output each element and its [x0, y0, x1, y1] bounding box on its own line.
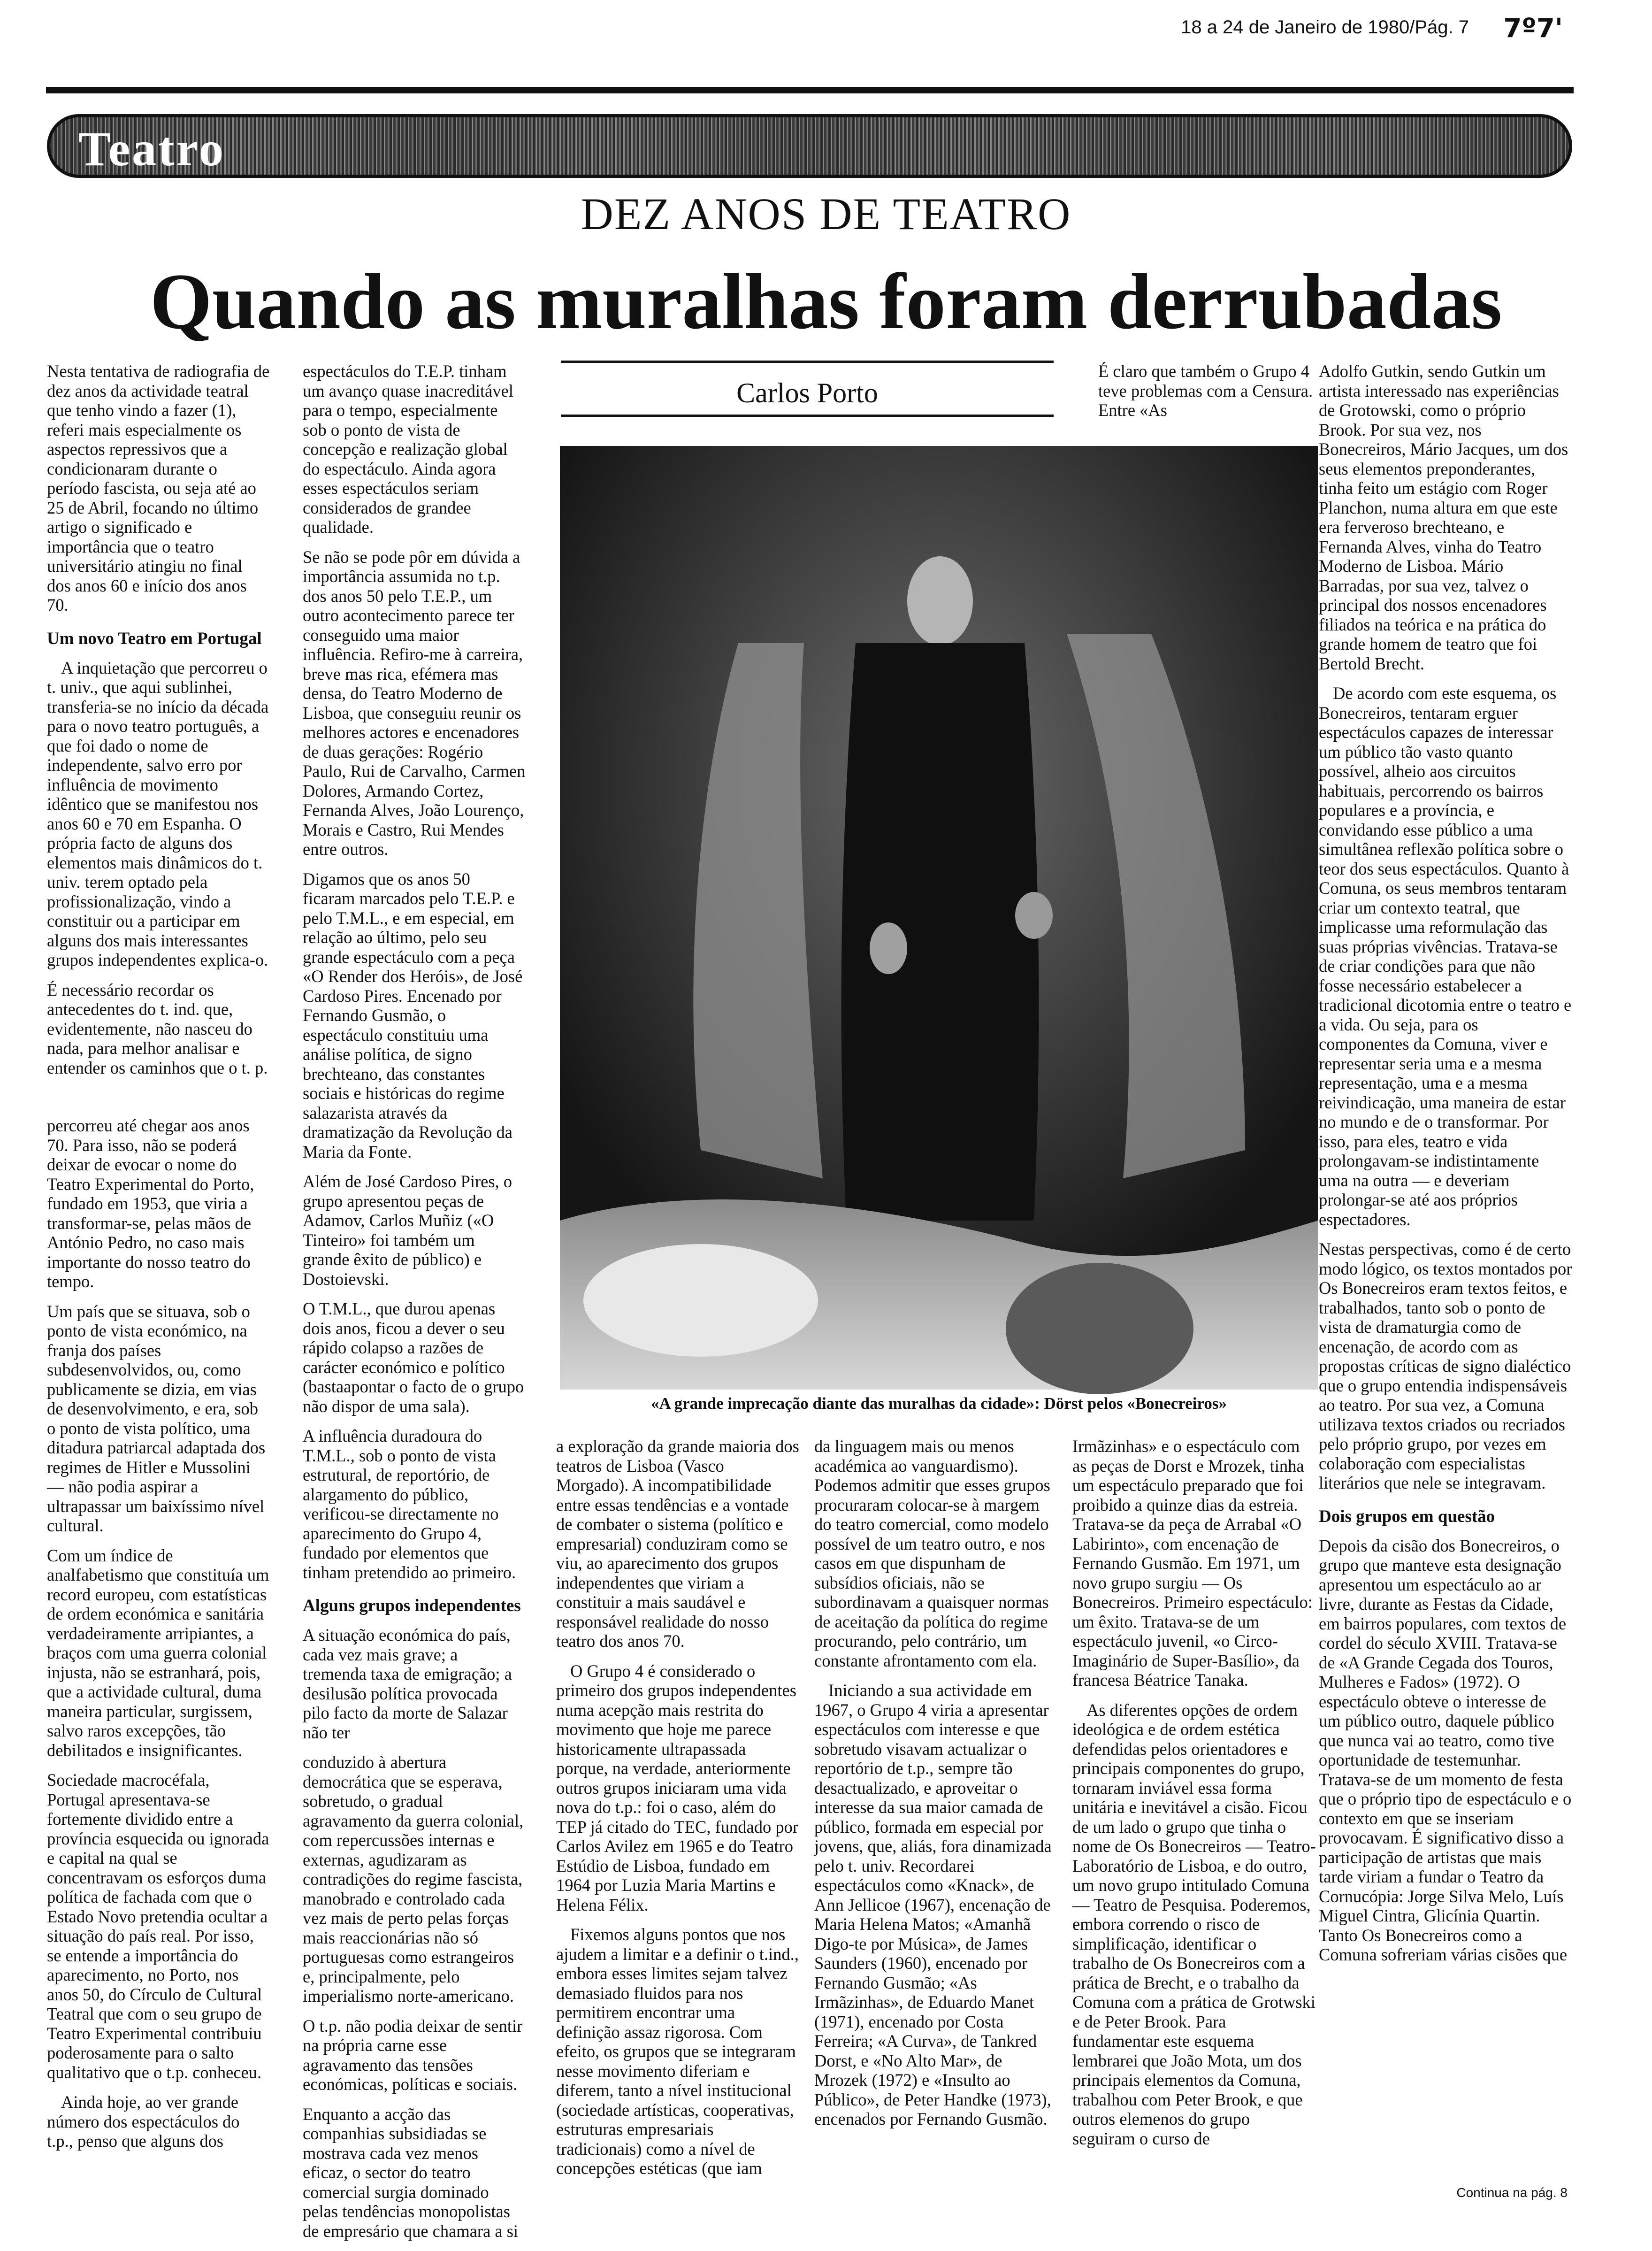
byline-box [561, 361, 1054, 417]
article-column-4 [814, 1437, 1058, 2139]
paragraph: Adolfo Gutkin, sendo Gutkin um artista interessado nas experiências de Grotowski, como o próprio Brook. Por sua vez, nos Bonecreiros, Mário Jacques, um dos seus elementos preponderantes, tinha feito um estágio com Roger Planchon, numa altura em que este era ferveroso brechteano, e Fernanda Alves, vinha do Teatro Moderno de Lisboa. Mário Barradas, por sua vez, talvez o principal dos nossos encenadores filiados na teórica e na prática do grande homem de teatro que foi Bertold Brecht. [1319, 361, 1568, 673]
paragraph: A situação económica do país, cada vez mais grave; a tremenda taxa de emigração; a desilusão política provocada pilo facto da morte de Salazar não ter [303, 1625, 512, 1742]
header-rule [46, 87, 1574, 93]
paragraph: As diferentes opções de ordem ideológica e de ordem estética defendidas pelos orientadores e principais componentes do grupo, tornaram inviável essa forma unitária e inevitável a cisão. Ficou de um lado o grupo que tinha o nome de Os Bonecreiros — Teatro-Laboratório de Lisboa, e do outro, um novo grupo intitulado Comuna — Teatro de Pesquisa. Poderemos, embora correndo o risco de simplificação, identificar o trabalho de Os Bonecreiros com a prática de Brecht, e o trabalho da Comuna com a prática de Grotwski e de Peter Brook. Para fundamentar este esquema lembrarei que João Mota, um dos principais elementos da Comuna, trabalhou com Peter Brook, e que outros elemenos do grupo seguiram o curso de [1072, 1700, 1316, 2148]
subheading: Um novo Teatro em Portugal [47, 629, 262, 648]
paragraph: Enquanto a acção das companhias subsidiadas se mostrava cada vez menos eficaz, o sector do teatro comercial surgia dominado pelas tendências monopolistas de empresário que chamara a si [303, 2104, 519, 2241]
paragraph: Ainda hoje, ao ver grande número dos espectáculos do t.p., penso que alguns dos [47, 2092, 240, 2151]
byline: Carlos Porto [736, 377, 878, 408]
paragraph: a exploração da grande maioria dos teatros de Lisboa (Vasco Morgado). A incompatibilidade entre essas tendências e a vontade de combater o sistema (político e empresarial) conduziram como se viu, ao aparecimento dos grupos independentes que viriam a constituir a mais saudável e responsável realidade do nosso teatro dos anos 70. [556, 1437, 799, 1651]
paragraph: Se não se pode pôr em dúvida a importância assumida no t.p. dos anos 50 pelo T.E.P., um outro acontecimento parece ter conseguido uma maior influência. Refiro-me à carreira, breve mas rica, efémera mas densa, do Teatro Moderno de Lisboa, que conseguiu reunir os melhores actores e encenadores de duas gerações: Rogério Paulo, Rui de Carvalho, Carmen Dolores, Armando Cortez, Fernanda Alves, João Lourenço, Morais e Castro, Rui Mendes entre outros. [303, 547, 526, 859]
section-banner [47, 114, 1572, 178]
paragraph: O Grupo 4 é considerado o primeiro dos grupos independentes numa acepção mais restrita do movimento que hoje me parece historicamente ultrapassada porque, na verdade, anteriormente outros grupos iniciaram uma vida nova do t.p.: foi o caso, além do TEP já citado do TEC, fundado por Carlos Avilez em 1965 e do Teatro Estúdio de Lisboa, fundado em 1964 por Luzia Maria Martins e Helena Félix. [556, 1661, 798, 1914]
subheading: Dois grupos em questão [1319, 1506, 1495, 1526]
paragraph: da linguagem mais ou menos académica ao vanguardismo). Podemos admitir que esses grupos procuraram colocar-se à margem do teatro comercial, como modelo possível de um teatro outro, e nos casos em que dispunham de subsídios oficiais, não se subordinavam a quaisquer normas de aceitação da política do regime procurando, pelo contrário, um constante afrontamento com ela. [814, 1437, 1050, 1670]
paragraph: É claro que também o Grupo 4 teve problemas com a Censura. Entre «As [1098, 361, 1313, 420]
stage-photo [560, 446, 1318, 1390]
paragraph: A influência duradoura do T.M.L., sob o ponto de vista estrutural, de reportório, de alargamento do público, verificou-se directamente no aparecimento do Grupo 4, fundado por elementos que tinham pretendido ao primeiro. [303, 1426, 516, 1582]
continued-note: Continua na pág. 8 [1456, 2185, 1568, 2200]
page-header [66, 13, 1591, 44]
paragraph: percorreu até chegar aos anos 70. Para isso, não se poderá deixar de evocar o nome do Teatro Experimental do Porto, fundado em 1953, que viria a transformar-se, pelas mãos de António Pedro, no caso mais importante do nosso teatro do tempo. [47, 1116, 254, 1291]
issue-date-page: 18 a 24 de Janeiro de 1980/Pág. 7 [1181, 17, 1469, 38]
section-label: Teatro [78, 122, 225, 176]
paragraph: O t.p. não podia deixar de sentir na própria carne esse agravamento das tensões económicas, políticas e sociais. [303, 2016, 523, 2094]
newspaper-logo: 7º7' [1503, 13, 1563, 44]
paragraph: A inquietação que percorreu o t. univ., que aqui sublinhei, transferia-se no início da década para o novo teatro português, a que foi dado o nome de independente, salvo erro por influência de movimento idêntico que se manifestou nos anos 60 e 70 em Espanha. O própria facto de alguns dos elementos mais dinâmicos do t. univ. terem optado pela profissionalização, vindo a constituir ou a participar em alguns dos mais interessantes grupos independentes explica-o. [47, 658, 269, 969]
paragraph: espectáculos do T.E.P. tinham um avanço quase inacreditável para o tempo, especialmente sob o ponto de vista de concepção e realização global do espectáculo. Ainda agora esses espectáculos seriam considerados de grandee qualidade. [303, 361, 513, 537]
paragraph: Irmãzinhas» e o espectáculo com as peças de Dorst e Mrozek, tinha um espectáculo preparado que foi proibido a quinze dias da estreia. Tratava-se da peça de Arrabal «O Labirinto», com encenação de Fernando Gusmão. Em 1971, um novo grupo surgiu — Os Bonecreiros. Primeiro espectáculo: um êxito. Tratava-se de um espectáculo juvenil, «o Circo-Imaginário de Super-Basílio», da francesa Béatrice Tanaka. [1072, 1437, 1313, 1690]
article-column-1 [47, 361, 270, 2161]
paragraph: Com um índice de analfabetismo que constituía um record europeu, com estatísticas de ordem económica e sanitária verdadeiramente arripiantes, a braços com uma guerra colonial injusta, não se estranhará, pois, que a actividade cultural, duma maneira particular, surgissem, salvo raros excepções, tão debilitados e insignificantes. [47, 1545, 269, 1760]
article-column-3-top [1098, 361, 1319, 430]
photo-image [560, 446, 1318, 1390]
paragraph: De acordo com este esquema, os Bonecreiros, tentaram erguer espectáculos capazes de interessar um público tão vasto quanto possível, alheio aos circuitos habituais, percorrendo os bairros populares e a província, e convidando esse público a uma simultânea reflexão política sobre o teor dos seus espectáculos. Quanto à Comuna, os seus membros tentaram criar um contexto teatral, que implicasse uma reformulação das suas próprias vivências. Tratava-se de criar condições para que não fosse necessário estabelecer a tradicional dicotomia entre o teatro e a vida. Ou seja, para os componentes da Comuna, viver e representar seria uma e a mesma representação, uma e a mesma reivindicação, uma maneira de estar no mundo e de o transformar. Por isso, para eles, teatro e vida prolongavam-se indistintamente uma na outra — e deveriam prolongar-se até aos próprios espectadores. [1319, 684, 1572, 1229]
headline: Quando as muralhas foram derrubadas [150, 257, 1502, 346]
paragraph: O T.M.L., que durou apenas dois anos, ficou a dever o seu rápido colapso a razões de carácter económico e político (bastaapontar o facto de o grupo não dispor de uma sala). [303, 1299, 524, 1416]
paragraph: Iniciando a sua actividade em 1967, o Grupo 4 viria a apresentar espectáculos com interesse e que sobretudo visavam actualizar o reportório de t.p., sempre tão desactualizado, e aproveitar o interesse da sua maior camada de público, formada em especial por jovens, que, aliás, fora dinamizada pelo t. univ. Recordarei espectáculos como «Knack», de Ann Jellicoe (1967), encenação de Maria Helena Matos; «Amanhã Digo-te por Música», de James Saunders (1960), encenado por Fernando Gusmão; «As Irmãzinhas», de Eduardo Manet (1971), encenado por Costa Ferreira; «A Curva», de Tankred Dorst, e «No Alto Mar», de Mrozek (1972) e «Insulto ao Público», de Peter Handke (1973), encenados por Fernando Gusmão. [814, 1681, 1052, 2128]
paragraph: É necessário recordar os antecedentes do t. ind. que, evidentemente, não nasceu do nada, para melhor analisar e entender os caminhos que o t. p. [47, 980, 268, 1077]
paragraph: Além de José Cardoso Pires, o grupo apresentou peças de Adamov, Carlos Muñiz («O Tinteiro» foi também um grande êxito de público) e Dostoievski. [303, 1172, 512, 1289]
paragraph: Nestas perspectivas, como é de certo modo lógico, os textos montados por Os Bonecreiros eram textos feitos, e trabalhados, tanto sob o ponto de vista de dramaturgia como de encenação, de acordo com as propostas críticas de signo dialéctico que o grupo entendia indispensáveis ao teatro. Por sua vez, a Comuna utilizava textos criados ou recriados pelo próprio grupo, por vezes em colaboração com especialistas literários que nele se integravam. [1319, 1239, 1572, 1492]
paragraph: Sociedade macrocéfala, Portugal apresentava-se fortemente dividido entre a província esquecida ou ignorada e capital na qual se concentravam os esforços duma política de fachada com que o Estado Novo pretendia ocultar a situação do país real. Por isso, se entende a importância do aparecimento, no Porto, nos anos 50, do Círculo de Cultural Teatral que com o seu grupo de Teatro Experimental contribuiu poderosamente para o salto qualitativo que o t.p. conheceu. [47, 1770, 269, 2082]
kicker: DEZ ANOS DE TEATRO [581, 189, 1071, 239]
paragraph: Nesta tentativa de radiografia de dez anos da actividade teatral que tenho vindo a fazer (1), referi mais especialmente os aspectos repressivos que a condicionaram durante o período fascista, ou seja até ao 25 de Abril, focando no último artigo o significado e importância que o teatro universitário atingiu no final dos anos 60 e início dos anos 70. [47, 361, 270, 615]
subheading: Alguns grupos independentes [303, 1596, 521, 1615]
photo-caption: «A grande imprecação diante das muralhas da cidade»: Dörst pelos «Bonecreiros» [651, 1394, 1227, 1413]
article-column-6 [1319, 361, 1572, 1975]
paragraph: Depois da cisão dos Bonecreiros, o grupo que manteve esta designação apresentou um espectáculo ao ar livre, durante as Festas da Cidade, em bairros populares, com textos de cordel do século XVIII. Tratava-se de «A Grande Cegada dos Touros, Mulheres e Fados» (1972). O espectáculo obteve o interesse de um público outro, daquele público que nunca vai ao teatro, como tive oportunidade de testemunhar. Tratava-se de um momento de festa que o próprio tipo de espectáculo e o contexto em que se inseriam provocavam. É significativo disso a participação de artistas que mais tarde viriam a fundar o Teatro da Cornucópia: Jorge Silva Melo, Luís Miguel Cintra, Glicínia Quartin. Tanto Os Bonecreiros como a Comuna sofreriam várias cisões que [1319, 1536, 1572, 1964]
article-column-3 [556, 1437, 800, 2189]
article-column-2 [303, 361, 526, 2251]
article-column-5 [1072, 1437, 1316, 2159]
paragraph: Digamos que os anos 50 ficaram marcados pelo T.E.P. e pelo T.M.L., e em especial, em relação ao último, pelo seu grande espectáculo com a peça «O Render dos Heróis», de José Cardoso Pires. Encenado por Fernando Gusmão, o espectáculo constituiu uma análise política, de signo brechteano, das constantes sociais e históricas do regime salazarista através da dramatização da Revolução da Maria da Fonte. [303, 869, 523, 1161]
paragraph: Fixemos alguns pontos que nos ajudem a limitar e a definir o t.ind., embora esses limites sejam talvez demasiado fluidos para nos permitirem encontrar uma definição assaz rigorosa. Com efeito, os grupos que se integraram nesse movimento diferiam e diferem, tanto a nível institucional (sociedade artísticas, cooperativas, estruturas empresariais tradicionais) como a nível de concepções estéticas (que iam [556, 1925, 799, 2178]
paragraph: Um país que se situava, sob o ponto de vista económico, na franja dos países subdesenvolvidos, ou, como publicamente se dizia, em vias de desenvolvimento, e era, sob o ponto de vista político, uma ditadura patriarcal adaptada dos regimes de Hitler e Mussolini — não podia aspirar a ultrapassar um baixíssimo nível cultural. [47, 1301, 266, 1535]
paragraph: conduzido à abertura democrática que se esperava, sobretudo, o gradual agravamento da guerra colonial, com repercussões internas e externas, agudizaram as contradições do regime fascista, manobrado e controlado cada vez mais de perto pelas forças mais reaccionárias não só portuguesas como estrangeiros e, principalmente, pelo imperialismo norte-americano. [303, 1752, 524, 2005]
